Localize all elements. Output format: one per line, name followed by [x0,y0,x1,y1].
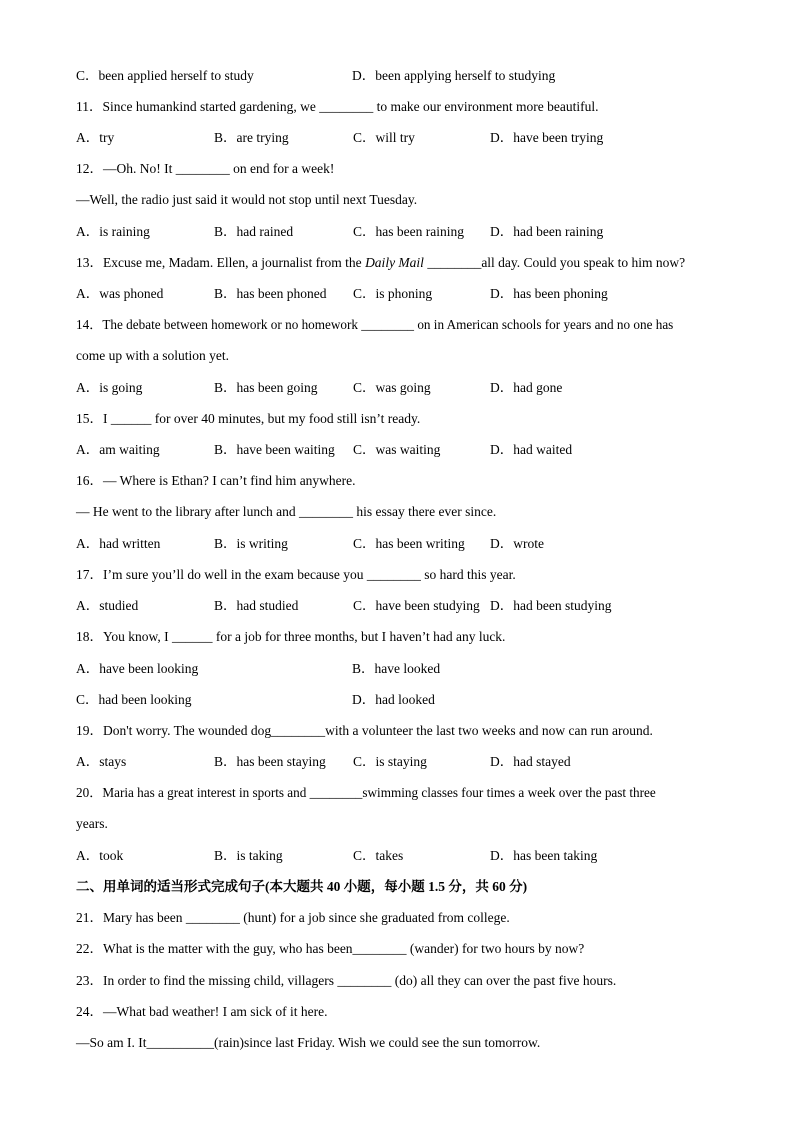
q19-stem: 19．Don't worry. The wounded dog________with a volunteer the last two weeks and now can run around. [76,723,653,738]
q15-option-d: D．had waited [490,442,573,457]
q18-stem: 18．You know, I ______ for a job for three months, but I haven’t had any luck. [76,629,506,644]
q11-option-c: C．will try [353,130,415,145]
q11-stem: 11．Since humankind started gardening, we ________ to make our environment more beautiful. [76,99,599,114]
q11-option-b: B．are trying [214,130,289,145]
q14-stem: 14．The debate between homework or no homework ________ on in American schools for years and no one has [76,317,674,332]
q13-stem [76,254,685,272]
q20-option-d: D．has been taking [490,848,598,863]
q21-stem: 21．Mary has been ________ (hunt) for a job since she graduated from college. [76,910,510,925]
q16-option-d: D．wrote [490,536,544,551]
q22-stem: 22．What is the matter with the guy, who has been________ (wander) for two hours by now? [76,941,585,956]
q11-option-d: D．have been trying [490,130,604,145]
q16-reply: — He went to the library after lunch and ________ his essay there ever since. [76,504,497,519]
q14-stem-continued: come up with a solution yet. [76,348,229,363]
q19-option-c: C．is staying [353,754,427,769]
q12-stem: 12．—Oh. No! It ________ on end for a week! [76,161,335,176]
q11-option-a: A．try [76,130,115,145]
q17-option-b: B．had studied [214,598,299,613]
q20-stem: 20．Maria has a great interest in sports and ________swimming classes four times a week over the past three [76,785,656,800]
q15-option-a: A．am waiting [76,442,160,457]
q10-option-c: C．been applied herself to study [76,68,254,83]
q19-option-a: A．stays [76,754,127,769]
q12-option-c: C．has been raining [353,224,464,239]
q18-option-d: D．had looked [352,692,435,707]
q17-option-c: C．have been studying [353,598,480,613]
q13-stem-part2: ________all day. Could you speak to him now? [423,255,686,270]
q12-option-a: A．is raining [76,224,150,239]
q14-option-c: C．was going [353,380,431,395]
q16-option-b: B．is writing [214,536,288,551]
q24-stem: 24．—What bad weather! I am sick of it here. [76,1004,328,1019]
q13-stem-part1: 13．Excuse me, Madam. Ellen, a journalist from the [76,255,366,270]
q18-option-c: C．had been looking [76,692,192,707]
q16-stem: 16．— Where is Ethan? I can’t find him anywhere. [76,473,356,488]
q13-option-d: D．has been phoning [490,286,608,301]
q12-option-b: B．had rained [214,224,294,239]
q23-stem: 23．In order to find the missing child, villagers ________ (do) all they can over the past five hours. [76,973,617,988]
q13-option-a: A．was phoned [76,286,164,301]
q10-option-d: D．been applying herself to studying [352,68,556,83]
q17-option-d: D．had been studying [490,598,612,613]
q15-stem: 15．I ______ for over 40 minutes, but my food still isn’t ready. [76,411,421,426]
q20-stem-continued: years. [76,816,108,831]
q19-option-b: B．has been staying [214,754,326,769]
q16-option-c: C．has been writing [353,536,465,551]
section-2-heading: 二、用单词的适当形式完成句子(本大题共 40 小题，每小题 1.5 分，共 60 分) [76,879,528,894]
q14-option-a: A．is going [76,380,143,395]
q20-option-c: C．takes [353,848,404,863]
q17-stem: 17．I’m sure you’ll do well in the exam because you ________ so hard this year. [76,567,516,582]
q14-option-d: D．had gone [490,380,563,395]
q15-option-b: B．have been waiting [214,442,335,457]
q12-option-d: D．had been raining [490,224,604,239]
q19-option-d: D．had stayed [490,754,571,769]
q13-option-b: B．has been phoned [214,286,327,301]
q24-reply: —So am I. It__________(rain)since last Friday. Wish we could see the sun tomorrow. [76,1035,541,1050]
q13-option-c: C．is phoning [353,286,433,301]
q12-reply: —Well, the radio just said it would not stop until next Tuesday. [76,192,418,207]
q17-option-a: A．studied [76,598,139,613]
q13-newspaper-name: Daily Mail [365,255,424,270]
q16-option-a: A．had written [76,536,161,551]
q15-option-c: C．was waiting [353,442,441,457]
q20-option-a: A．took [76,848,124,863]
q18-option-a: A．have been looking [76,661,199,676]
q18-option-b: B．have looked [352,661,441,676]
q14-option-b: B．has been going [214,380,318,395]
q20-option-b: B．is taking [214,848,283,863]
